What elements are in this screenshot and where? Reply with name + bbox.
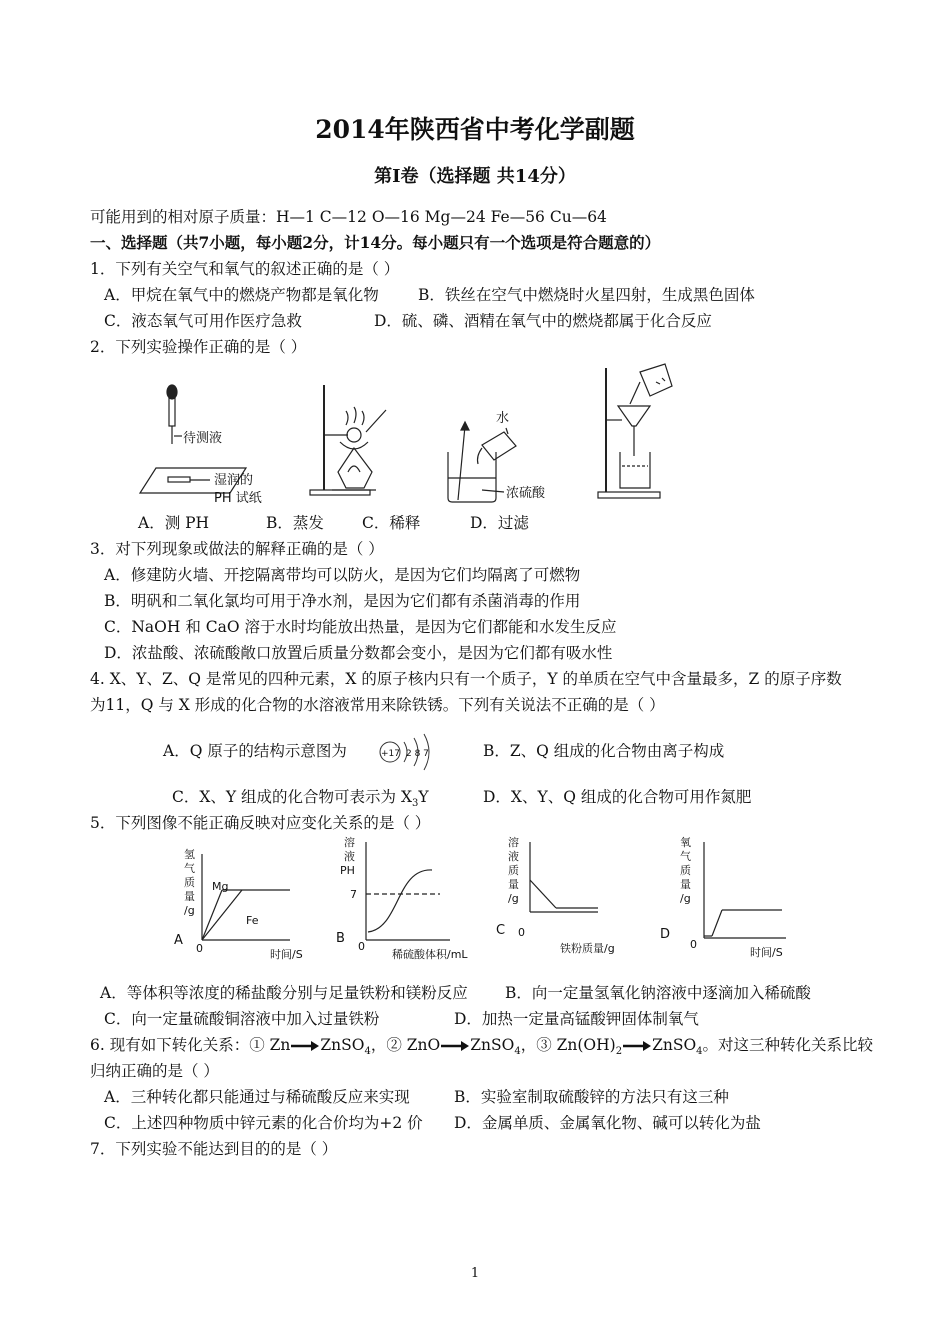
q5-graphs-figure <box>170 832 810 972</box>
graph-a-origin: 0 <box>196 942 203 955</box>
graph-c-ylabel: 液 <box>508 850 519 863</box>
graph-d-ylabel: /g <box>680 892 691 905</box>
atom-shells-label: 2 8 7 <box>406 749 429 759</box>
q1-option-a: A．甲烷在氧气中的燃烧产物都是氧化物 <box>104 286 379 304</box>
atomic-mass-line: 可能用到的相对原子质量：H—1 C—12 O—16 Mg—24 Fe—56 Cu—64 <box>90 208 607 226</box>
graph-b-tick: 7 <box>350 888 357 901</box>
graph-b-letter: B <box>336 931 345 946</box>
graph-a-ylabel: 质 <box>184 876 195 889</box>
q3-option-c: C．NaOH 和 CaO 溶于水时均能放出热量，是因为它们都能和水发生反应 <box>104 618 617 636</box>
graph-a-ylabel: 气 <box>184 862 195 875</box>
graph-a-ylabel: 氢 <box>184 848 195 861</box>
graph-a-letter: A <box>174 933 183 948</box>
q4-stem-line1: 4. X、Y、Z、Q 是常见的四种元素，X 的原子核内只有一个质子，Y 的单质在空气中含量最多，Z 的原子序数 <box>90 670 842 688</box>
graph-d <box>660 835 786 959</box>
fe-label: Fe <box>246 914 259 927</box>
q2-option-c: C．稀释 <box>362 514 421 532</box>
graph-c-letter: C <box>496 923 506 938</box>
graph-c-ylabel: 量 <box>508 878 519 891</box>
mg-label: Mg <box>212 880 229 893</box>
q6-stem-line2: 归纳正确的是（ ） <box>90 1062 219 1080</box>
q6-option-b: B．实验室制取硫酸锌的方法只有这三种 <box>454 1088 729 1106</box>
water-label: 水 <box>496 411 510 426</box>
q3-option-b: B．明矾和二氧化氯均可用于净水剂，是因为它们都有杀菌消毒的作用 <box>104 592 581 610</box>
ph-paper-label-1: 湿润的 <box>214 473 254 488</box>
graph-a-ylabel: 量 <box>184 890 195 903</box>
graph-c-ylabel: /g <box>508 892 519 905</box>
dilution-diagram <box>448 410 546 502</box>
q4-option-d: D．X、Y、Q 组成的化合物可用作氮肥 <box>483 788 752 806</box>
ph-test-diagram <box>140 385 262 506</box>
reaction-arrow-icon <box>623 1041 651 1051</box>
graph-a <box>174 847 303 961</box>
graph-b-xlabel: 稀硫酸体积/mL <box>392 948 468 961</box>
ph-paper-label-2: PH 试纸 <box>214 491 262 506</box>
q2-option-b: B．蒸发 <box>266 514 324 532</box>
q4-option-a: A．Q 原子的结构示意图为 <box>163 742 347 760</box>
q3-option-d: D．浓盐酸、浓硫酸敞口放置后质量分数都会变小，是因为它们都有吸水性 <box>104 644 613 662</box>
graph-d-ylabel: 质 <box>680 864 691 877</box>
evaporation-diagram <box>310 385 386 495</box>
q5-stem: 5．下列图像不能正确反映对应变化关系的是（ ） <box>90 814 431 832</box>
q2-stem: 2．下列实验操作正确的是（ ） <box>90 338 307 356</box>
q1-option-c: C．液态氧气可用作医疗急救 <box>104 312 302 330</box>
graph-b-origin: 0 <box>358 940 365 953</box>
graph-d-letter: D <box>660 927 671 942</box>
graph-a-ylabel: /g <box>184 904 195 917</box>
graph-d-ylabel: 气 <box>680 850 691 863</box>
q4-stem-line2: 为11，Q 与 X 形成的化合物的水溶液常用来除铁锈。下列有关说法不正确的是（ ） <box>90 696 665 714</box>
graph-c <box>496 835 615 955</box>
q1-stem: 1．下列有关空气和氧气的叙述正确的是（ ） <box>90 260 400 278</box>
graph-c-origin: 0 <box>518 926 525 939</box>
chlorine-atom-diagram <box>376 730 456 774</box>
q6-option-d: D．金属单质、金属氧化物、碱可以转化为盐 <box>454 1114 761 1132</box>
section-subtitle: 第Ⅰ卷（选择题 共14分） <box>374 166 576 187</box>
reaction-arrow-icon <box>441 1041 469 1051</box>
graph-b-ylabel: 溶 <box>344 836 355 849</box>
q3-option-a: A．修建防火墙、开挖隔离带均可以防火，是因为它们均隔离了可燃物 <box>104 566 581 584</box>
graph-d-xlabel: 时间/S <box>750 946 783 959</box>
page-number: 1 <box>470 1266 480 1281</box>
atom-nucleus-label: +17 <box>381 749 400 759</box>
q5-option-b: B．向一定量氢氧化钠溶液中逐滴加入稀硫酸 <box>505 984 811 1002</box>
q6-option-c: C．上述四种物质中锌元素的化合价均为+2 价 <box>104 1114 423 1132</box>
q4-option-c: C．X、Y 组成的化合物可表示为 $X_3Y$ <box>172 788 429 810</box>
reaction-arrow-icon <box>291 1041 319 1051</box>
graph-b-ylabel: 液 <box>344 850 355 863</box>
q1-option-d: D．硫、磷、酒精在氧气中的燃烧都属于化合反应 <box>374 312 712 330</box>
q6-option-a: A．三种转化都只能通过与稀硫酸反应来实现 <box>104 1088 410 1106</box>
graph-d-ylabel: 氧 <box>680 836 691 849</box>
graph-c-ylabel: 质 <box>508 864 519 877</box>
q2-apparatus-figure <box>120 360 700 510</box>
q3-stem: 3．对下列现象或做法的解释正确的是（ ） <box>90 540 384 558</box>
graph-b <box>336 835 468 961</box>
q4-option-b: B．Z、Q 组成的化合物由离子构成 <box>483 742 725 760</box>
graph-d-origin: 0 <box>690 938 697 951</box>
q5-option-a: A．等体积等浓度的稀盐酸分别与足量铁粉和镁粉反应 <box>100 984 468 1002</box>
section-heading: 一、选择题（共7小题，每小题2分，计14分。每小题只有一个选项是符合题意的） <box>90 233 661 252</box>
q5-option-c: C．向一定量硫酸铜溶液中加入过量铁粉 <box>104 1010 380 1028</box>
graph-c-ylabel: 溶 <box>508 836 519 849</box>
page-title: 2014年陕西省中考化学副题 <box>315 115 635 144</box>
graph-b-ylabel: PH <box>340 864 355 877</box>
graph-a-xlabel: 时间/S <box>270 948 303 961</box>
acid-label: 浓硫酸 <box>506 486 546 501</box>
dropper-label: 待测液 <box>183 431 223 446</box>
graph-d-ylabel: 量 <box>680 878 691 891</box>
q1-option-b: B．铁丝在空气中燃烧时火星四射，生成黑色固体 <box>418 286 755 304</box>
graph-c-xlabel: 铁粉质量/g <box>560 942 615 955</box>
q7-stem: 7．下列实验不能达到目的的是（ ） <box>90 1140 338 1158</box>
q2-option-a: A．测 PH <box>138 514 210 532</box>
q2-option-d: D．过滤 <box>470 514 529 532</box>
filtration-diagram <box>598 364 672 498</box>
q6-stem-line1: 6. 现有如下转化关系：① Zn ZnSO$_4$，② ZnO ZnSO$_4$，③ $Zn(OH)_2$ ZnSO$_4$。对这三种转化关系比较 <box>90 1036 874 1058</box>
q5-option-d: D．加热一定量高锰酸钾固体制氧气 <box>454 1010 699 1028</box>
